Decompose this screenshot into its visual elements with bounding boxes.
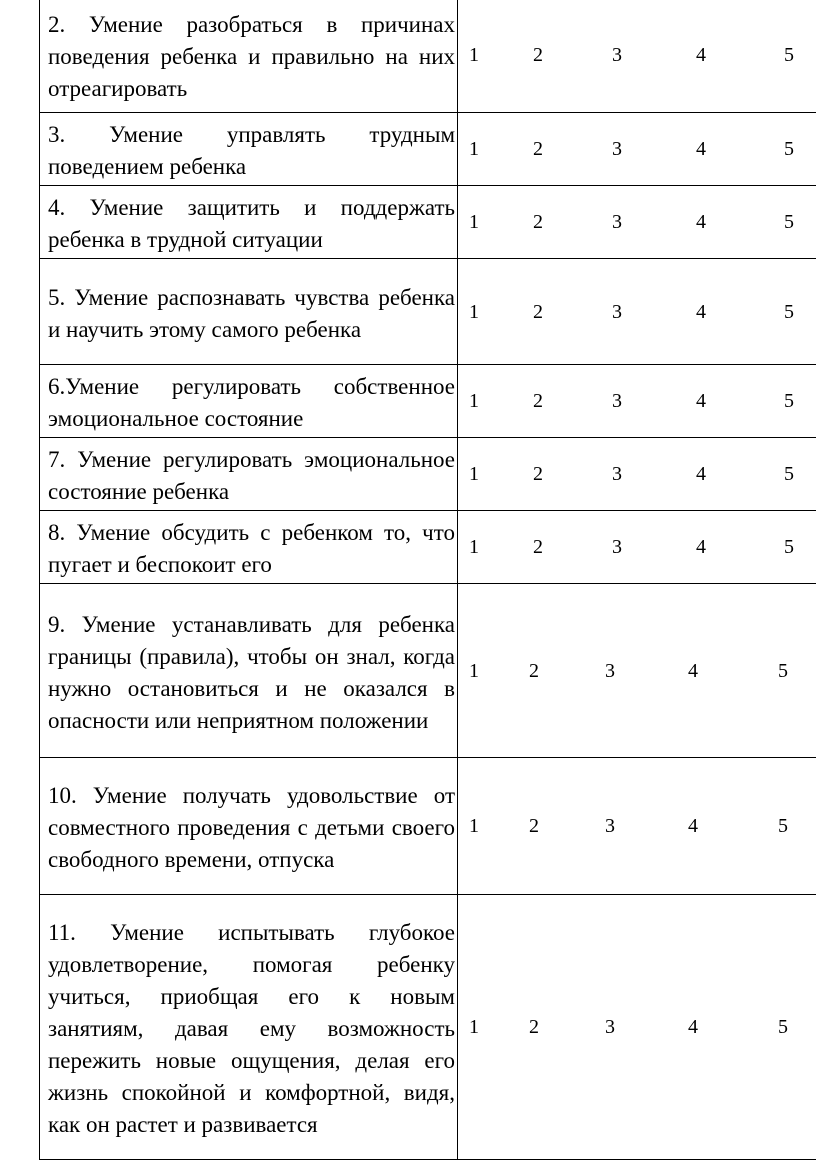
rating-option-4[interactable]: 4 [696, 536, 706, 558]
rating-scale [458, 895, 816, 1160]
rating-option-4[interactable]: 4 [688, 1016, 698, 1038]
rating-option-2[interactable]: 2 [533, 390, 543, 412]
question-text: 4. Умение защитить и поддержать ребенка в трудной ситуации [40, 186, 458, 259]
table-row [40, 758, 816, 895]
rating-option-1[interactable]: 1 [469, 1016, 479, 1038]
rating-option-1[interactable]: 1 [469, 815, 479, 837]
table-row [40, 0, 816, 113]
rating-option-2[interactable]: 2 [533, 211, 543, 233]
rating-option-4[interactable]: 4 [688, 815, 698, 837]
rating-option-3[interactable]: 3 [612, 390, 622, 412]
question-text: 10. Умение получать удовольствие от совместного проведения с детьми своего свободного времени, отпуска [40, 758, 458, 895]
rating-option-4[interactable]: 4 [696, 211, 706, 233]
question-text: 2. Умение разобраться в причинах поведения ребенка и правильно на них отреагировать [40, 0, 458, 113]
rating-option-5[interactable]: 5 [784, 211, 794, 233]
rating-option-3[interactable]: 3 [605, 1016, 615, 1038]
rating-option-1[interactable]: 1 [469, 43, 479, 66]
rating-option-3[interactable]: 3 [605, 815, 615, 837]
rating-option-4[interactable]: 4 [696, 300, 706, 323]
rating-option-1[interactable]: 1 [469, 536, 479, 558]
rating-scale [458, 511, 816, 584]
rating-option-2[interactable]: 2 [533, 43, 543, 66]
table-row [40, 511, 816, 584]
rating-option-5[interactable]: 5 [778, 1016, 788, 1038]
rating-option-5[interactable]: 5 [784, 43, 794, 66]
rating-option-5[interactable]: 5 [778, 659, 788, 682]
question-text: 3. Умение управлять трудным поведением ребенка [40, 113, 458, 186]
rating-option-3[interactable]: 3 [605, 659, 615, 682]
table-row [40, 259, 816, 365]
rating-option-5[interactable]: 5 [784, 536, 794, 558]
rating-option-3[interactable]: 3 [612, 536, 622, 558]
rating-option-2[interactable]: 2 [529, 815, 539, 837]
question-text: 8. Умение обсудить с ребенком то, что пугает и беспокоит его [40, 511, 458, 584]
question-text: 5. Умение распознавать чувства ребенка и научить этому самого ребенка [40, 259, 458, 365]
table-row [40, 113, 816, 186]
table-row [40, 584, 816, 758]
rating-option-4[interactable]: 4 [688, 659, 698, 682]
rating-scale [458, 259, 816, 365]
rating-scale [458, 0, 816, 113]
rating-option-1[interactable]: 1 [469, 390, 479, 412]
rating-option-4[interactable]: 4 [696, 138, 706, 160]
rating-option-3[interactable]: 3 [612, 300, 622, 323]
rating-option-2[interactable]: 2 [529, 659, 539, 682]
table-row [40, 365, 816, 438]
rating-table [39, 0, 816, 1160]
question-text: 11. Умение испытывать глубокое удовлетворение, помогая ребенку учиться, приобщая его к новым занятиям, давая ему возможность пережить новые ощущения, делая его жизнь спокойной и комфортной, видя, как он растет и развивается [40, 895, 458, 1160]
rating-option-2[interactable]: 2 [533, 463, 543, 485]
rating-option-1[interactable]: 1 [469, 659, 479, 682]
rating-scale [458, 113, 816, 186]
rating-option-1[interactable]: 1 [469, 211, 479, 233]
rating-option-2[interactable]: 2 [529, 1016, 539, 1038]
rating-option-5[interactable]: 5 [784, 138, 794, 160]
rating-option-1[interactable]: 1 [469, 300, 479, 323]
rating-option-2[interactable]: 2 [533, 138, 543, 160]
rating-scale [458, 584, 816, 758]
rating-option-3[interactable]: 3 [612, 211, 622, 233]
rating-option-1[interactable]: 1 [469, 138, 479, 160]
rating-scale [458, 758, 816, 895]
rating-option-5[interactable]: 5 [778, 815, 788, 837]
rating-option-3[interactable]: 3 [612, 138, 622, 160]
rating-option-5[interactable]: 5 [784, 390, 794, 412]
rating-option-5[interactable]: 5 [784, 300, 794, 323]
question-text: 9. Умение устанавливать для ребенка границы (правила), чтобы он знал, когда нужно остановиться и не оказался в опасности или неприятном положении [40, 584, 458, 758]
table-row [40, 186, 816, 259]
rating-option-1[interactable]: 1 [469, 463, 479, 485]
rating-option-5[interactable]: 5 [784, 463, 794, 485]
table-row [40, 895, 816, 1160]
table-row [40, 438, 816, 511]
question-text: 7. Умение регулировать эмоциональное состояние ребенка [40, 438, 458, 511]
rating-option-2[interactable]: 2 [533, 536, 543, 558]
rating-option-4[interactable]: 4 [696, 390, 706, 412]
rating-scale [458, 438, 816, 511]
rating-option-2[interactable]: 2 [533, 300, 543, 323]
rating-scale [458, 186, 816, 259]
rating-scale [458, 365, 816, 438]
rating-option-4[interactable]: 4 [696, 463, 706, 485]
rating-option-4[interactable]: 4 [696, 43, 706, 66]
rating-option-3[interactable]: 3 [612, 463, 622, 485]
question-text: 6.Умение регулировать собственное эмоциональное состояние [40, 365, 458, 438]
rating-option-3[interactable]: 3 [612, 43, 622, 66]
